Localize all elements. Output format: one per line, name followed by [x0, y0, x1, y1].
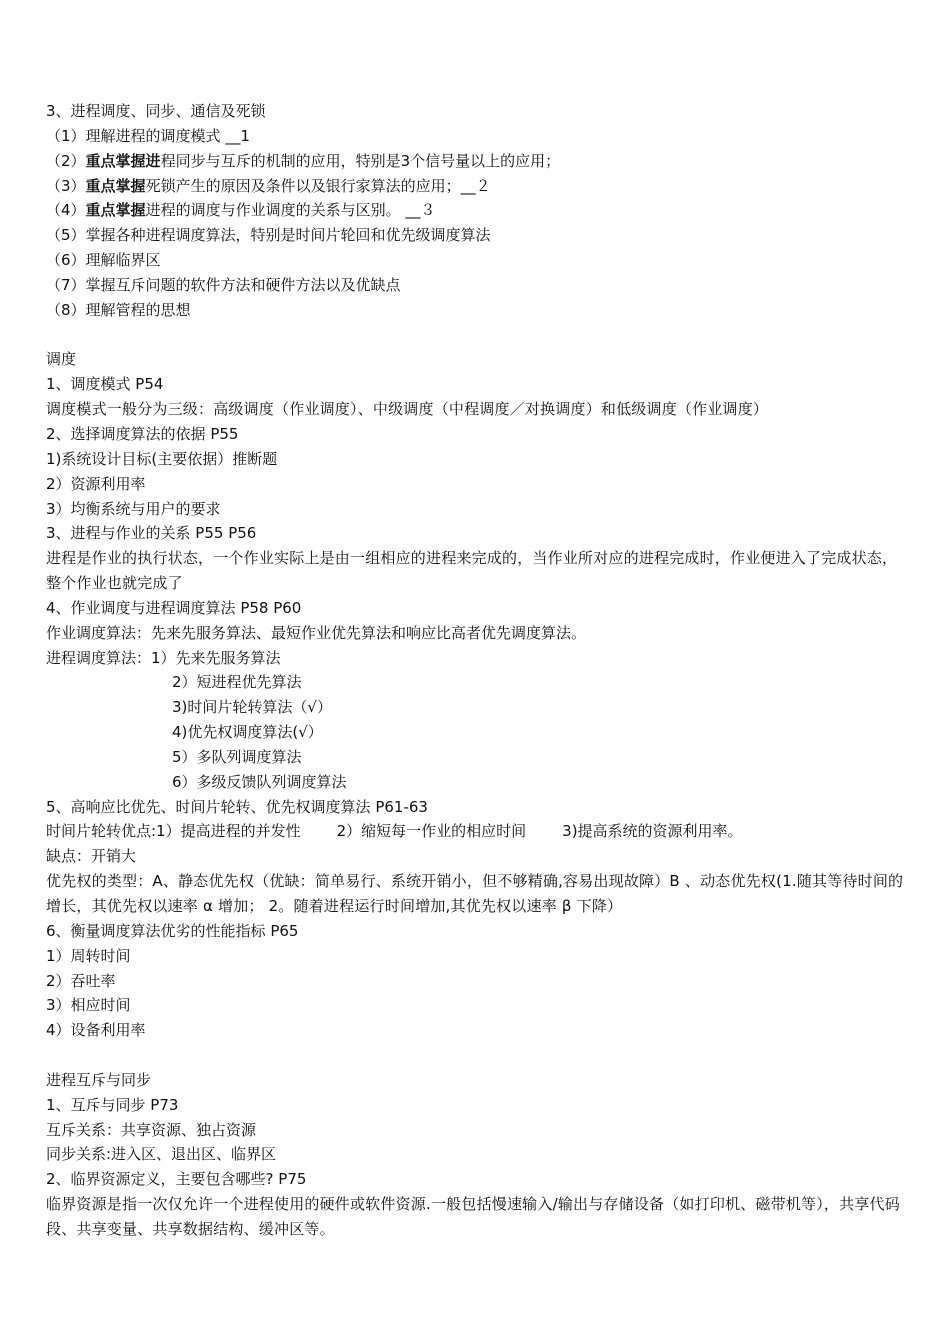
section-heading: 调度: [46, 350, 77, 369]
requirement-item: （2）重点掌握进程同步与互斥的机制的应用，特别是3个信号量以上的应用；: [46, 151, 561, 170]
topic-heading: 2、临界资源定义，主要包含哪些? P75: [46, 1170, 307, 1189]
spacer: [46, 1043, 908, 1068]
requirement-item: （1）理解进程的调度模式 __1: [46, 126, 250, 145]
list-item: 3）相应时间: [46, 996, 131, 1015]
list-item: 1)系统设计目标(主要依据）推断题: [46, 449, 278, 468]
list-item: 2）短进程优先算法: [172, 673, 302, 692]
topic-heading: 5、高响应比优先、时间片轮转、优先权调度算法 P61-63: [46, 797, 428, 816]
paragraph: 时间片轮转优点:1）提高进程的并发性 2）缩短每一作业的相应时间 3)提高系统的资源利用率。: [46, 822, 743, 841]
list-item: 4)优先权调度算法(√）: [172, 723, 323, 742]
paragraph: 调度模式一般分为三级：高级调度（作业调度）、中级调度（中程调度／对换调度）和低级调度（作业调度）: [46, 400, 769, 419]
list-item: 1）周转时间: [46, 946, 131, 965]
list-item: 4）设备利用率: [46, 1021, 146, 1040]
paragraph: 优先权的类型：A、静态优先权（优缺：简单易行、系统开销小，但不够精确,容易出现故障）B 、动态优先权(1.随其等待时间的增长，其优先权以速率 α 增加； 2。随着进程运行时间增加,其优先权以速率 β 下降）: [46, 872, 904, 915]
list-item: 2）资源利用率: [46, 474, 146, 493]
requirement-item: （7）掌握互斥问题的软件方法和硬件方法以及优缺点: [46, 275, 401, 294]
spacer: [46, 323, 908, 348]
paragraph: 互斥关系：共享资源、独占资源: [46, 1120, 257, 1139]
list-item: 3)时间片轮转算法（√）: [172, 698, 332, 717]
paragraph: 同步关系:进入区、退出区、临界区: [46, 1145, 277, 1164]
list-item: 进程调度算法：1）先来先服务算法: [46, 648, 281, 667]
list-item: 6）多级反馈队列调度算法: [172, 772, 347, 791]
list-item: 2）吞吐率: [46, 971, 116, 990]
paragraph: 进程是作业的执行状态，一个作业实际上是由一组相应的进程来完成的，当作业所对应的进程完成时，作业便进入了完成状态，整个作业也就完成了: [46, 549, 898, 593]
topic-heading: 6、衡量调度算法优劣的性能指标 P65: [46, 921, 299, 940]
requirement-item: （4）重点掌握进程的调度与作业调度的关系与区别。 __３: [46, 201, 436, 220]
topic-heading: 3、进程与作业的关系 P55 P56: [46, 524, 257, 543]
paragraph: 缺点：开销大: [46, 847, 137, 866]
topic-heading: 2、选择调度算法的依据 P55: [46, 424, 239, 443]
requirement-item: （6）理解临界区: [46, 251, 161, 270]
topic-heading: 1、调度模式 P54: [46, 375, 164, 394]
section-heading: 3、进程调度、同步、通信及死锁: [46, 102, 266, 120]
requirement-item: （3）重点掌握死锁产生的原因及条件以及银行家算法的应用；__２: [46, 176, 491, 195]
list-item: 5）多队列调度算法: [172, 747, 302, 766]
topic-heading: 4、作业调度与进程调度算法 P58 P60: [46, 598, 302, 617]
requirement-item: （8）理解管程的思想: [46, 300, 191, 319]
section-heading: 进程互斥与同步: [46, 1070, 152, 1089]
document: [46, 99, 908, 1242]
requirement-item: （5）掌握各种进程调度算法，特别是时间片轮回和优先级调度算法: [46, 226, 491, 245]
topic-heading: 1、互斥与同步 P73: [46, 1095, 179, 1114]
paragraph: 临界资源是指一次仅允许一个进程使用的硬件或软件资源.一般包括慢速输入/输出与存储设备（如打印机、磁带机等），共享代码段、共享变量、共享数据结构、缓冲区等。: [46, 1195, 900, 1238]
list-item: 3）均衡系统与用户的要求: [46, 499, 221, 518]
paragraph: 作业调度算法：先来先服务算法、最短作业优先算法和响应比高者优先调度算法。: [46, 623, 587, 642]
